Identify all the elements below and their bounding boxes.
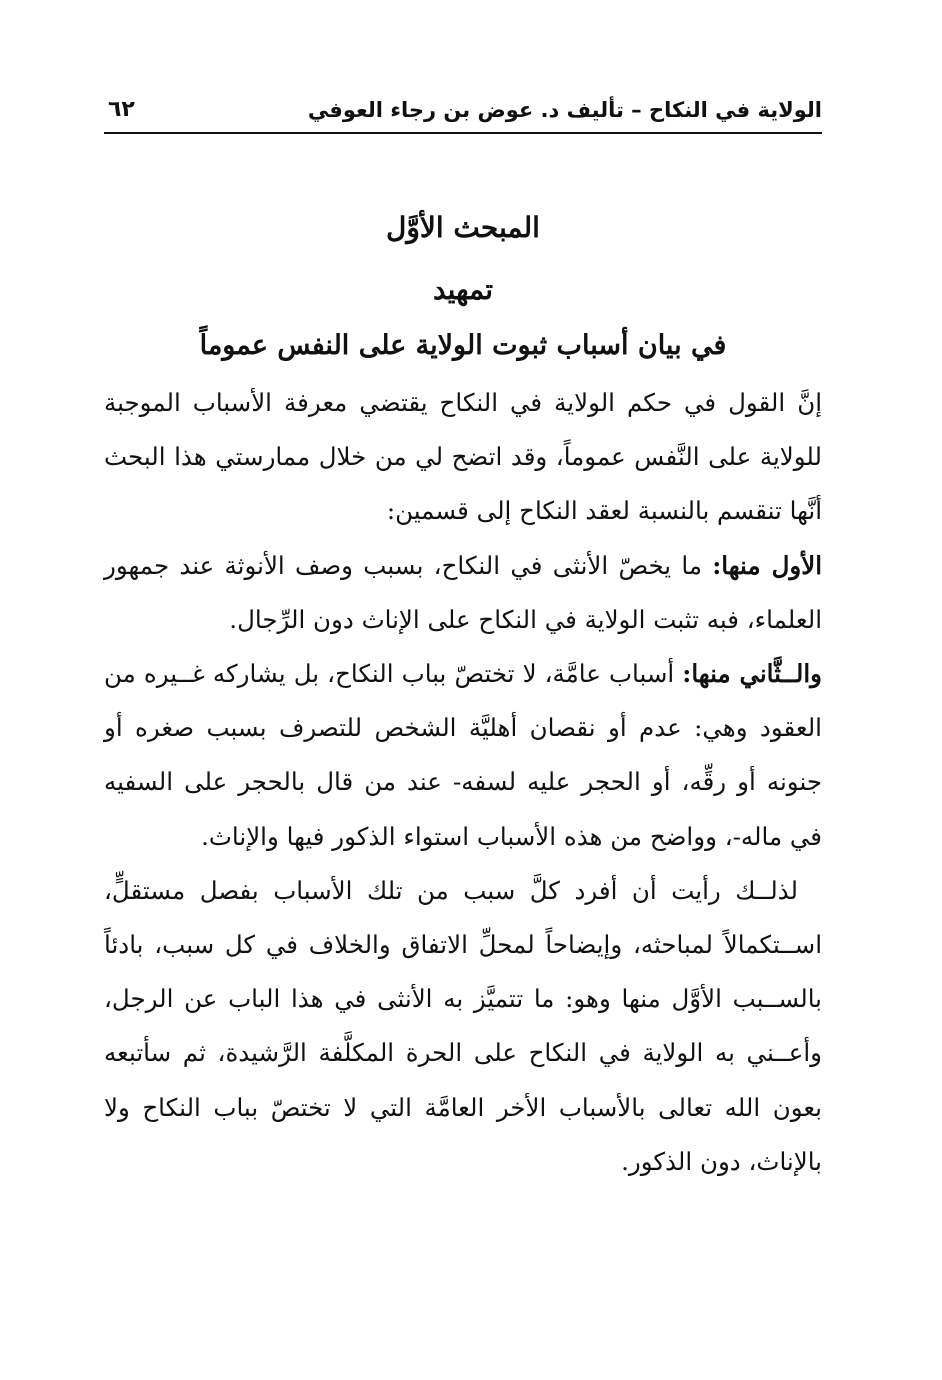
intro-heading: تمهيد: [432, 273, 494, 306]
paragraph-second-category: [104, 647, 822, 864]
second-category-lead: والــثَّاني منها:: [682, 659, 822, 689]
topic-heading: في بيان أسباب ثبوت الولاية على النفس عموماً: [199, 330, 727, 361]
running-title: الولاية في النكاح – تأليف د. عوض بن رجاء العوفي: [307, 98, 822, 122]
body-text: [104, 376, 822, 1189]
page-number: ٦٢: [108, 97, 135, 122]
paragraph-intro: إنَّ القول في حكم الولاية في النكاح يقتضي معرفة الأسباب الموجبة للولاية على النَّفس عموماً، وقد اتضح لي من خلال ممارستي هذا البحث أنَّها تنقسم بالنسبة لعقد النكاح إلى قسمين:: [104, 388, 822, 526]
running-header: [104, 92, 822, 134]
paragraph-first-category: [104, 539, 822, 647]
first-category-text: ما يخصّ الأنثى في النكاح، بسبب وصف الأنوثة عند جمهور العلماء، فبه تثبت الولاية في النكاح على الإناث دون الرِّجال.: [104, 550, 822, 634]
first-category-lead: الأول منها:: [712, 550, 822, 580]
paragraph-conclusion: لذلــك رأيت أن أفرد كلَّ سبب من تلك الأسباب بفصل مستقلٍّ، اســتكمالاً لمباحثه، وإيضاحاً لمحلِّ الاتفاق والخلاف في كل سبب، بادئاً بالســبب الأوَّل منها وهو: ما تتميَّز به الأنثى في هذا الباب عن الرجل، وأعــني به الولاية في النكاح على الحرة المكلَّفة الرَّشيدة، ثم سأتبعه بعون الله تعالى بالأسباب الأخر العامَّة التي لا تختصّ بباب النكاح ولا بالإناث، دون الذكور.: [104, 875, 822, 1176]
second-category-text: أسباب عامَّة، لا تختصّ بباب النكاح، بل يشاركه غــيره من العقود وهي: عدم أو نقصان أهليَّة الشخص للتصرف بسبب صغره أو جنونه أو رقِّه، أو الحجر عليه لسفه- عند من قال بالحجر على السفيه في ماله-، وواضح من هذه الأسباب استواء الذكور فيها والإناث.: [104, 659, 822, 851]
section-heading: المبحث الأوَّل: [386, 211, 540, 244]
